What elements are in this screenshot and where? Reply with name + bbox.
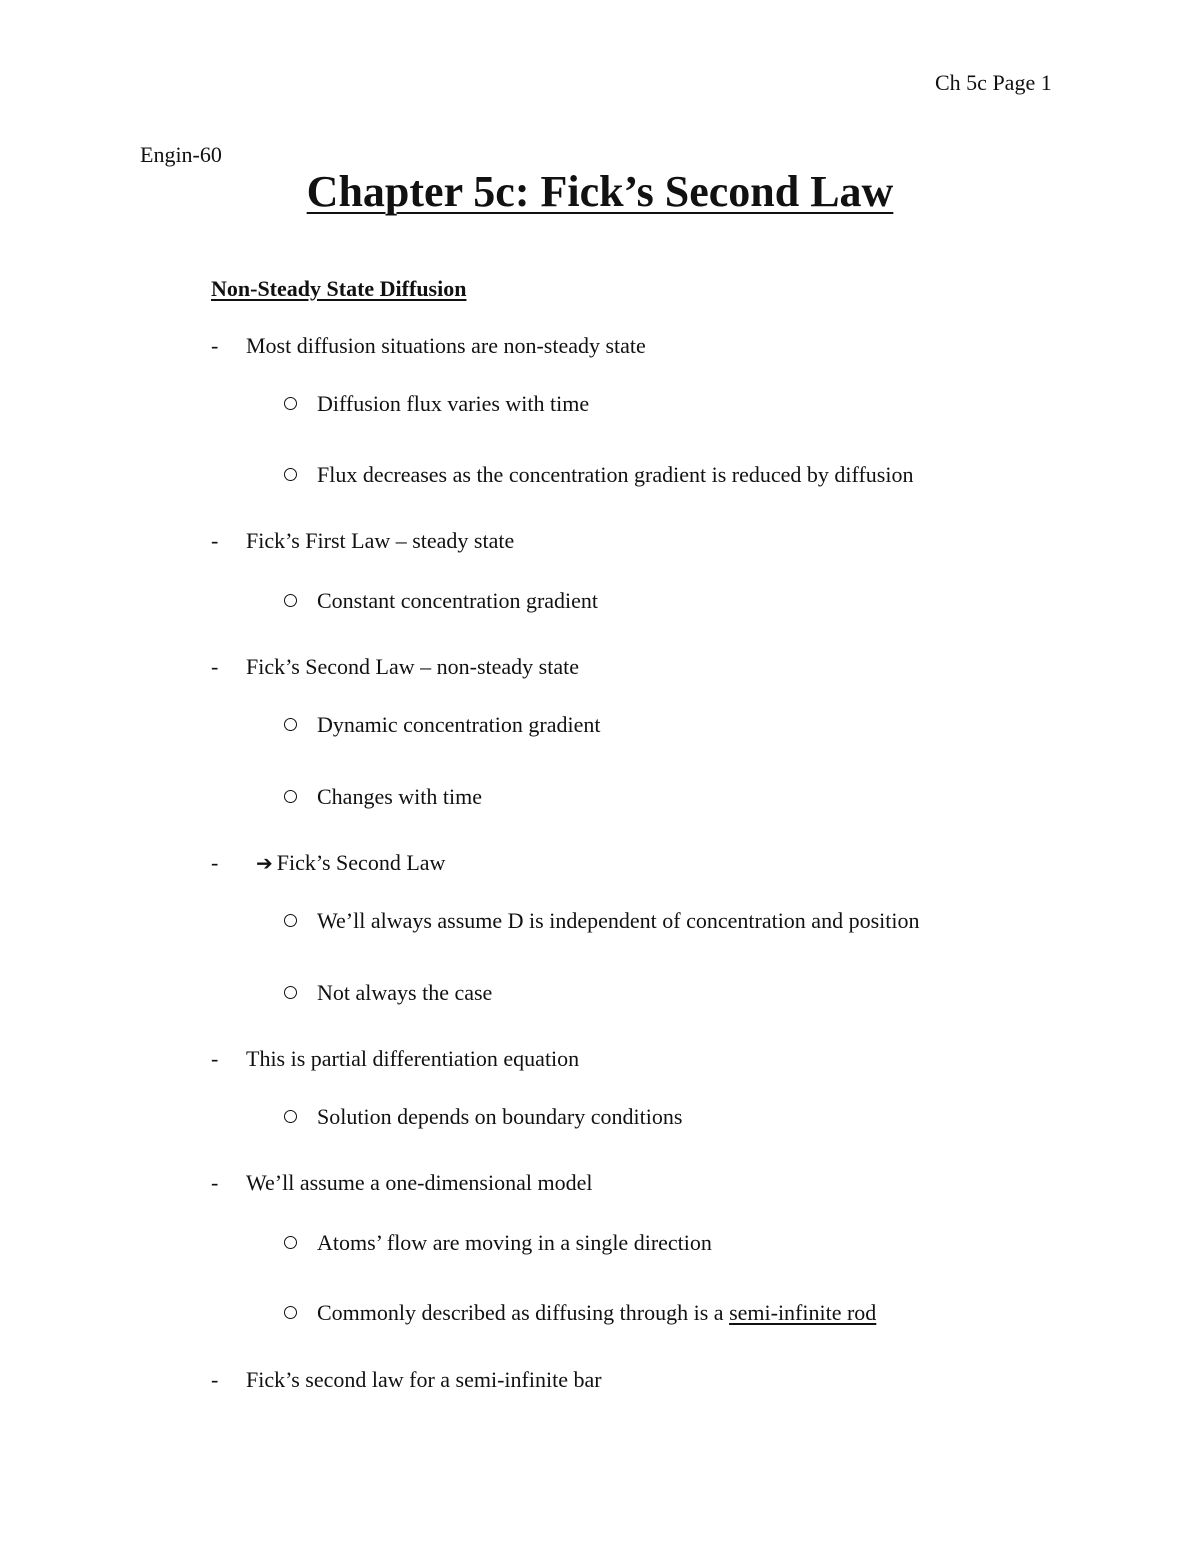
list-item-text: Fick’s First Law – steady state <box>246 528 515 553</box>
document-title: Chapter 5c: Fick’s Second Law <box>306 167 894 216</box>
list-item-text: We’ll assume a one-dimensional model <box>246 1170 593 1195</box>
list-item-label: Fick’s Second Law <box>276 850 446 875</box>
list-item-text: Diffusion flux varies with time <box>317 391 590 416</box>
list-item-text: Dynamic concentration gradient <box>317 712 601 737</box>
circle-bullet-icon <box>284 1236 297 1249</box>
list-item-text: Most diffusion situations are non-steady state <box>246 333 646 358</box>
list-item-text: Fick’s Second Law – non-steady state <box>246 654 579 679</box>
list-item-text <box>256 849 445 877</box>
circle-bullet-icon <box>284 1110 297 1123</box>
list-item-text: Constant concentration gradient <box>317 588 599 613</box>
dash-bullet: - <box>211 528 219 553</box>
dash-bullet: - <box>211 850 219 875</box>
circle-bullet-icon <box>284 986 297 999</box>
dash-bullet: - <box>211 654 219 679</box>
list-item-text: Fick’s second law for a semi-infinite bar <box>246 1367 602 1392</box>
circle-bullet-icon <box>284 468 297 481</box>
circle-bullet-icon <box>284 718 297 731</box>
circle-bullet-icon <box>284 790 297 803</box>
circle-bullet-icon <box>284 594 297 607</box>
list-item-text <box>317 1299 876 1327</box>
list-item-text: We’ll always assume D is independent of concentration and position <box>317 908 920 933</box>
course-label: Engin-60 <box>140 142 222 167</box>
circle-bullet-icon <box>284 397 297 410</box>
section-heading: Non-Steady State Diffusion <box>211 276 467 301</box>
dash-bullet: - <box>211 333 219 358</box>
list-item-label: Commonly described as diffusing through is a <box>317 1300 730 1325</box>
list-item-text: Changes with time <box>317 784 482 809</box>
list-item-text: Flux decreases as the concentration gradient is reduced by diffusion <box>317 462 914 487</box>
dash-bullet: - <box>211 1170 219 1195</box>
dash-bullet: - <box>211 1046 219 1071</box>
circle-bullet-icon <box>284 1306 297 1319</box>
arrow-right-icon: ➔ <box>256 851 273 875</box>
list-item-text: Atoms’ flow are moving in a single direction <box>317 1230 712 1255</box>
list-item-text: Solution depends on boundary conditions <box>317 1104 683 1129</box>
circle-bullet-icon <box>284 914 297 927</box>
page-number: Ch 5c Page 1 <box>935 70 1052 95</box>
list-item-text: This is partial differentiation equation <box>246 1046 580 1071</box>
list-item-text: Not always the case <box>317 980 493 1005</box>
dash-bullet: - <box>211 1367 219 1392</box>
semi-infinite-rod-term: semi-infinite rod <box>729 1300 877 1325</box>
